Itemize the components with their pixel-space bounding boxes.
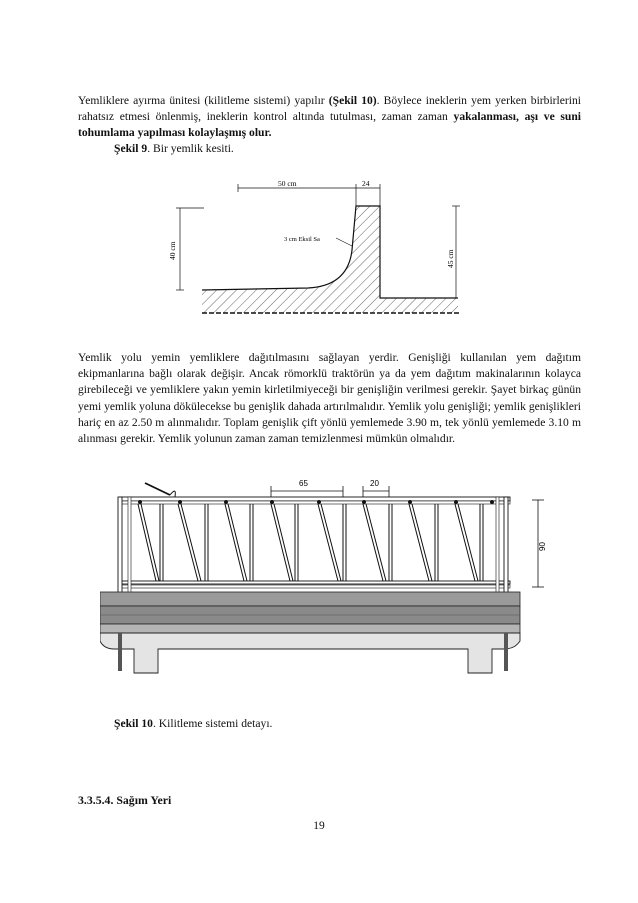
bold-sentence: yakalanması, aşı ve suni tohumlama yapılması kolaylaşmış olur. — [78, 110, 582, 140]
figure-9-caption — [114, 141, 234, 157]
diagonal-lock-bars — [138, 504, 478, 581]
bottom-rail — [120, 581, 510, 584]
locking-system-figure — [100, 475, 562, 693]
caption-text: . Bir yemlik kesiti. — [147, 142, 234, 155]
dim-label-40cm: 40 cm — [168, 241, 177, 260]
figure-10-caption — [114, 716, 272, 732]
trough-concrete — [202, 206, 458, 313]
intro-paragraph — [78, 93, 581, 142]
bottom-rail — [120, 585, 510, 588]
leader-line — [336, 238, 352, 246]
caption-text: . Kilitleme sistemi detayı. — [152, 717, 273, 730]
caption-label: Şekil 9 — [114, 142, 148, 155]
post-anchor — [504, 633, 508, 671]
dim-label-90: 90 — [538, 542, 547, 551]
dim-label-24: 24 — [362, 179, 370, 188]
timber-band — [100, 592, 520, 606]
post-anchor — [118, 633, 122, 671]
section-heading: 3.3.5.4. Sağım Yeri — [78, 793, 172, 807]
lock-lever — [145, 483, 170, 495]
dim-label-20: 20 — [370, 479, 379, 488]
text-run: . Böylece ineklerin yem yerken birbirlerini rahatsız etmesi önlenmiş, ineklerin kontrol altında tutulması, zaman zaman — [78, 94, 582, 124]
concrete-base — [100, 624, 520, 633]
figure-ref: (Şekil 10) — [328, 94, 377, 107]
dim-label-50cm: 50 cm — [278, 179, 297, 188]
text-run: Yemliklere ayırma ünitesi (kilitleme sistemi) yapılır — [78, 94, 329, 107]
feeder-base — [100, 633, 520, 673]
dim-label-65: 65 — [299, 479, 308, 488]
feed-alley-paragraph: Yemlik yolu yemin yemliklere dağıtılmasını sağlayan yerdir. Genişliği kullanılan yem dağıtım ekipmanlarına bağlı olarak değişir. Ancak römorklü traktörün ya da yem dağıtım makinalarının kolayca girebileceği ve yemliklere yakın yemin kirletilmiyeceği bir genişliğin verilmesi gerekir. Şayet birkaç günün yemi yemlik yoluna dökülecekse bu genişlik dahada artırılmalıdır. Yemlik yolu genişliği; yemlik genişlikleri hariç en az 2.50 m alınmalıdır. Toplam genişlik çift yönlü yemlemede 3.90 m, tek yönlü yemlemede 3.10 m alınması gerekir. Yemlik yolunun zaman zaman temizlenmesi mümkün olmalıdır. — [78, 351, 581, 446]
top-rail — [120, 497, 510, 501]
dim-label-45cm: 45 cm — [446, 249, 455, 268]
page-number: 19 — [313, 820, 325, 832]
slope-label: 3 cm Eksil Sa — [284, 236, 320, 243]
caption-label: Şekil 10 — [114, 717, 153, 730]
feeder-cross-section-figure — [160, 178, 480, 323]
